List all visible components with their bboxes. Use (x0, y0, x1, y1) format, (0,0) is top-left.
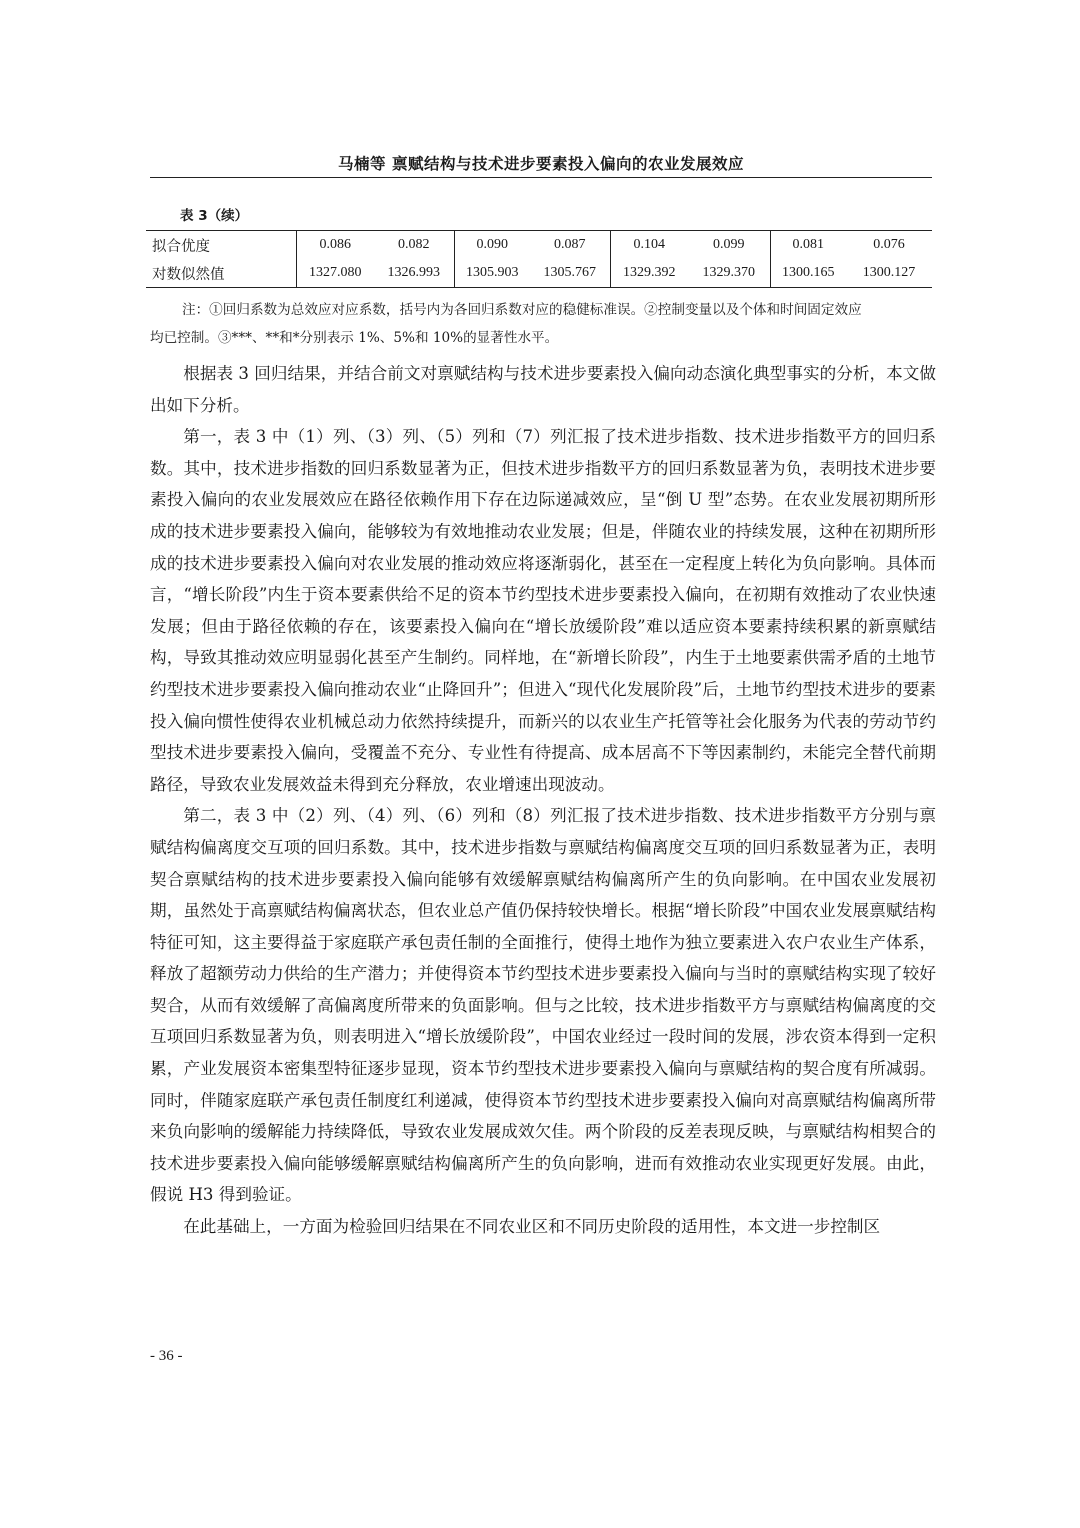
row-label: 拟合优度 (146, 231, 296, 260)
table-note-line: 注：①回归系数为总效应对应系数，括号内为各回归系数对应的稳健标准误。②控制变量以及个体和时间固定效应 (182, 302, 862, 318)
table-cell: 0.099 (688, 231, 770, 260)
running-header: 马楠等 禀赋结构与技术进步要素投入偏向的农业发展效应 (338, 155, 744, 173)
table-note (150, 296, 936, 352)
table-cell: 1327.080 (296, 259, 374, 288)
paragraph: 根据表 3 回归结果，并结合前文对禀赋结构与技术进步要素投入偏向动态演化典型事实的分析，本文做出如下分析。 (150, 364, 936, 415)
table-cell: 1300.127 (846, 259, 932, 288)
table-note-line: 均已控制。③***、**和*分别表示 1%、5%和 10%的显著性水平。 (150, 330, 559, 346)
table-cell: 0.086 (296, 231, 374, 260)
body-text (150, 358, 936, 1243)
paragraph: 第二，表 3 中（2）列、（4）列、（6）列和（8）列汇报了技术进步指数、技术进步指数平方分别与禀赋结构偏离度交互项的回归系数。其中，技术进步指数与禀赋结构偏离度交互项的回归系数显著为正，表明契合禀赋结构的技术进步要素投入偏向能够有效缓解禀赋结构偏离所产生的负向影响。在中国农业发展初期，虽然处于高禀赋结构偏离状态，但农业总产值仍保持较快增长。根据“增长阶段”中国农业发展禀赋结构特征可知，这主要得益于家庭联产承包责任制的全面推行，使得土地作为独立要素进入农户农业生产体系，释放了超额劳动力供给的生产潜力；并使得资本节约型技术进步要素投入偏向与当时的禀赋结构实现了较好契合，从而有效缓解了高偏离度所带来的负面影响。但与之比较，技术进步指数平方与禀赋结构偏离度的交互项回归系数显著为负，则表明进入“增长放缓阶段”，中国农业经过一段时间的发展，涉农资本得到一定积累，产业发展资本密集型特征逐步显现，资本节约型技术进步要素投入偏向与禀赋结构的契合度有所减弱。同时，伴随家庭联产承包责任制度红利递减，使得资本节约型技术进步要素投入偏向对高禀赋结构偏离所带来负向影响的缓解能力持续降低，导致农业发展成效欠佳。两个阶段的反差表现反映，与禀赋结构相契合的技术进步要素投入偏向能够缓解禀赋结构偏离所产生的负向影响，进而有效推动农业实现更好发展。由此，假说 H3 得到验证。 (150, 806, 936, 1205)
paragraph: 第一，表 3 中（1）列、（3）列、（5）列和（7）列汇报了技术进步指数、技术进步指数平方的回归系数。其中，技术进步指数的回归系数显著为正，但技术进步指数平方的回归系数显著为负，表明技术进步要素投入偏向的农业发展效应在路径依赖作用下存在边际递减效应，呈“倒 U 型”态势。在农业发展初期所形成的技术进步要素投入偏向，能够较为有效地推动农业发展；但是，伴随农业的持续发展，这种在初期所形成的技术进步要素投入偏向对农业发展的推动效应将逐渐弱化，甚至在一定程度上转化为负向影响。具体而言，“增长阶段”内生于资本要素供给不足的资本节约型技术进步要素投入偏向，在初期有效推动了农业快速发展；但由于路径依赖的存在，该要素投入偏向在“增长放缓阶段”难以适应资本要素持续积累的新禀赋结构，导致其推动效应明显弱化甚至产生制约。同样地，在“新增长阶段”，内生于土地要素供需矛盾的土地节约型技术进步要素投入偏向推动农业“止降回升”；但进入“现代化发展阶段”后，土地节约型技术进步的要素投入偏向惯性使得农业机械总动力依然持续提升，而新兴的以农业生产托管等社会化服务为代表的劳动节约型技术进步要素投入偏向，受覆盖不充分、专业性有待提高、成本居高不下等因素制约，未能完全替代前期路径，导致农业发展效益未得到充分释放，农业增速出现波动。 (150, 427, 936, 794)
table-cell: 0.087 (530, 231, 610, 260)
page-number: - 36 - (150, 1348, 183, 1364)
table-cell: 1326.993 (374, 259, 454, 288)
paragraph: 在此基础上，一方面为检验回归结果在不同农业区和不同历史阶段的适用性，本文进一步控制区 (183, 1217, 881, 1237)
table-cell: 1329.392 (610, 259, 688, 288)
table-cell: 0.104 (610, 231, 688, 260)
table-cell: 1305.903 (454, 259, 530, 288)
table-cell: 1305.767 (530, 259, 610, 288)
table-row (146, 259, 932, 288)
table-cell: 0.076 (846, 231, 932, 260)
header-rule (150, 177, 932, 178)
table-cell: 0.081 (770, 231, 846, 260)
table-cell: 0.090 (454, 231, 530, 260)
table-caption: 表 3（续） (180, 208, 249, 224)
table-cell: 0.082 (374, 231, 454, 260)
regression-table (146, 230, 932, 288)
row-label: 对数似然值 (146, 259, 296, 288)
table-cell: 1329.370 (688, 259, 770, 288)
table-cell: 1300.165 (770, 259, 846, 288)
table-row (146, 231, 932, 260)
